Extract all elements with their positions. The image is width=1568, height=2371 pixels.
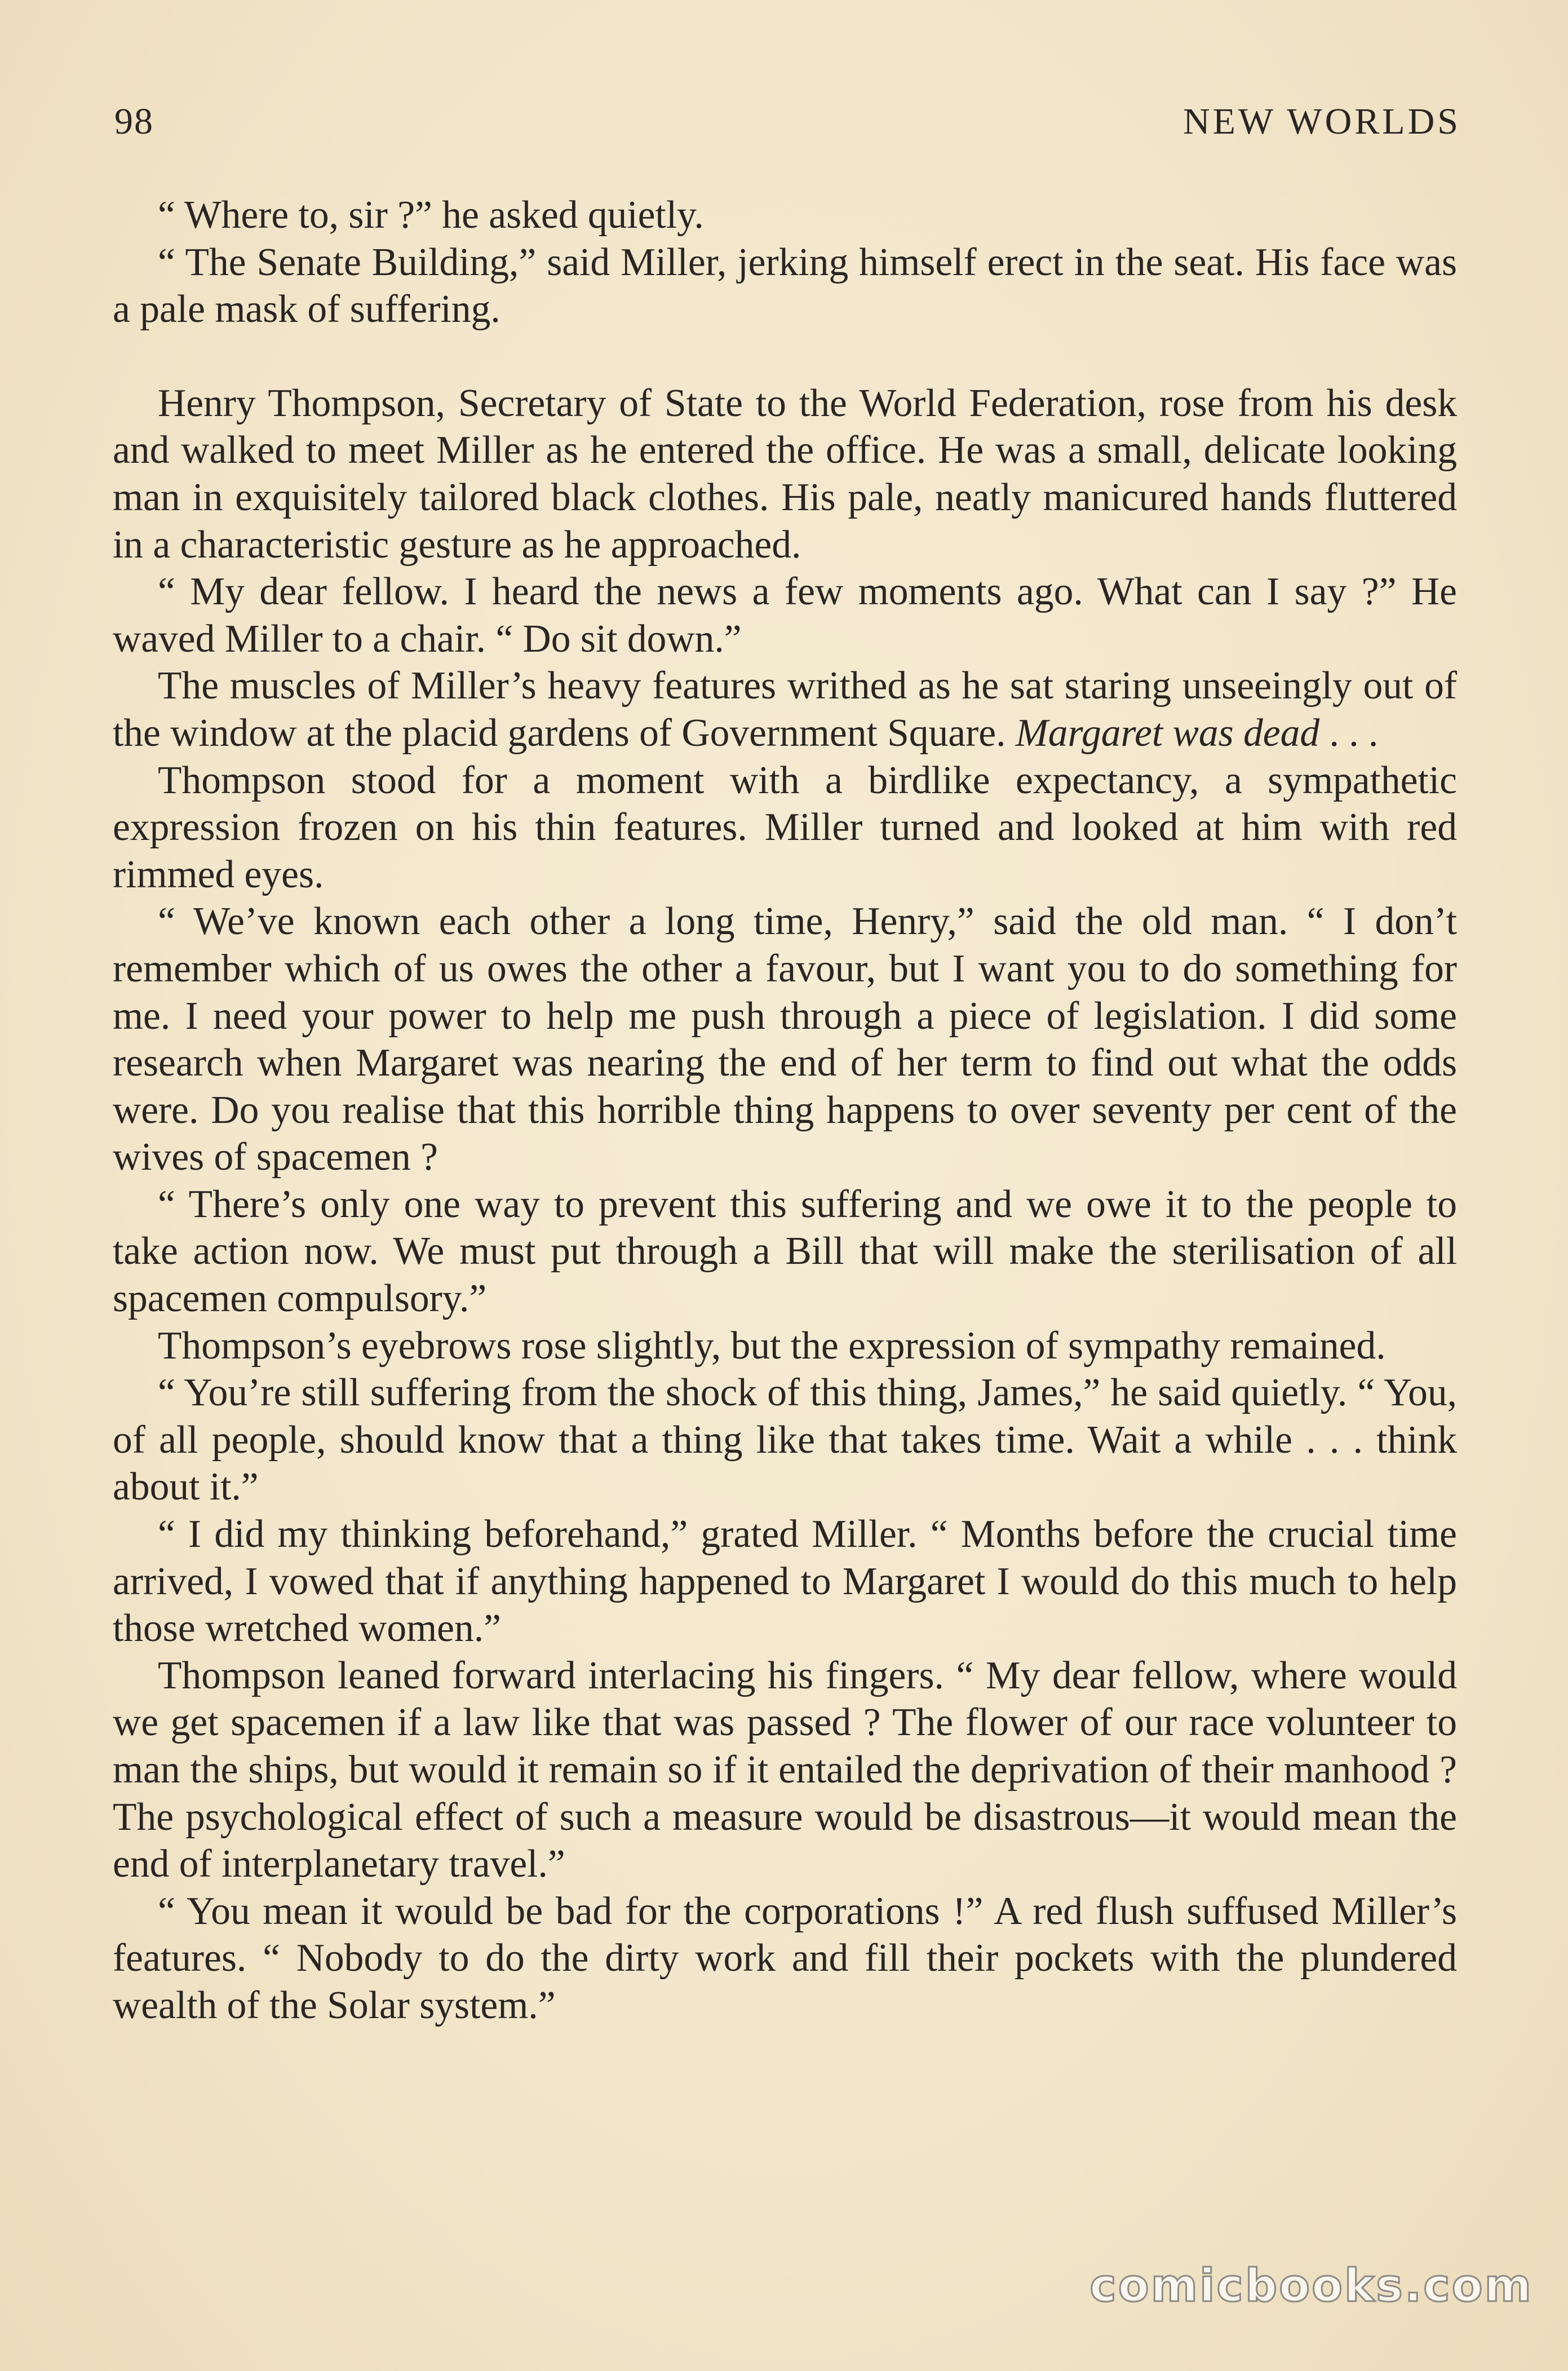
paragraph: “ There’s only one way to prevent this suffering and we owe it to the people to take action now. We must put through a Bill that will make the sterilisation of all spacemen compulsory.” (113, 1182, 1457, 1321)
italic-text: Margaret was dead (1015, 711, 1320, 755)
paragraph: “ I did my thinking beforehand,” grated Miller. “ Months before the crucial time arrived, I vowed that if anything happened to Margaret I would do this much to help those wretched women.” (113, 1512, 1457, 1651)
paragraph: “ You’re still suffering from the shock of this thing, James,” he said quietly. “ You, of all people, should know that a thing like that takes time. Wait a while . . . think about it.” (113, 1371, 1457, 1509)
paragraph: “ You mean it would be bad for the corporations !” A red flush suffused Miller’s features. “ Nobody to do the dirty work and fill their pockets with the plundered wealth of the Solar system.” (113, 1889, 1457, 2027)
paragraph: Henry Thompson, Secretary of State to the World Federation, rose from his desk and walked to meet Miller as he entered the office. He was a small, delicate looking man in exquisitely tailored black clothes. His pale, neatly manicured hands fluttered in a characteristic gesture as he approached. (113, 381, 1457, 567)
paragraph (113, 662, 1457, 757)
ellipsis-text: . . . (1319, 711, 1379, 755)
section-break (113, 333, 1457, 380)
page-number: 98 (114, 101, 154, 142)
running-title: NEW WORLDS (1182, 101, 1461, 142)
paragraph: “ The Senate Building,” said Miller, jerking himself erect in the seat. His face was a pale mask of suffering. (113, 240, 1457, 331)
paragraph: “ My dear fellow. I heard the news a few moments ago. What can I say ?” He waved Miller to a chair. “ Do sit down.” (113, 570, 1457, 661)
watermark: comicbooks.com (1089, 2259, 1533, 2312)
page-header (114, 100, 1461, 151)
paragraph: “ Where to, sir ?” he asked quietly. (158, 193, 704, 237)
paragraph: Thompson stood for a moment with a birdlike expectancy, a sympathetic expression frozen on his thin features. Miller turned and looked at him with red rimmed eyes. (113, 758, 1457, 896)
paragraph: “ We’ve known each other a long time, Henry,” said the old man. “ I don’t remember which of us owes the other a favour, but I want you to do something for me. I need your power to help me push through a piece of legislation. I did some research when Margaret was nearing the end of her term to find out what the odds were. Do you realise that this horrible thing happens to over seventy per cent of the wives of spacemen ? (113, 900, 1457, 1179)
paragraph: Thompson leaned forward interlacing his fingers. “ My dear fellow, where would we get spacemen if a law like that was passed ? The flower of our race volunteer to man the ships, but would it remain so if it entailed the deprivation of their manhood ? The psychological effect of such a measure would be disastrous—it would mean the end of interplanetary travel.” (113, 1653, 1457, 1886)
paragraph: Thompson’s eyebrows rose slightly, but the expression of sympathy remained. (158, 1324, 1386, 1368)
paragraph-text: The muscles of Miller’s heavy features writhed as he sat staring unseeingly out of the window at the placid gardens of Government Square. (113, 664, 1457, 755)
body-text (113, 192, 1457, 2029)
